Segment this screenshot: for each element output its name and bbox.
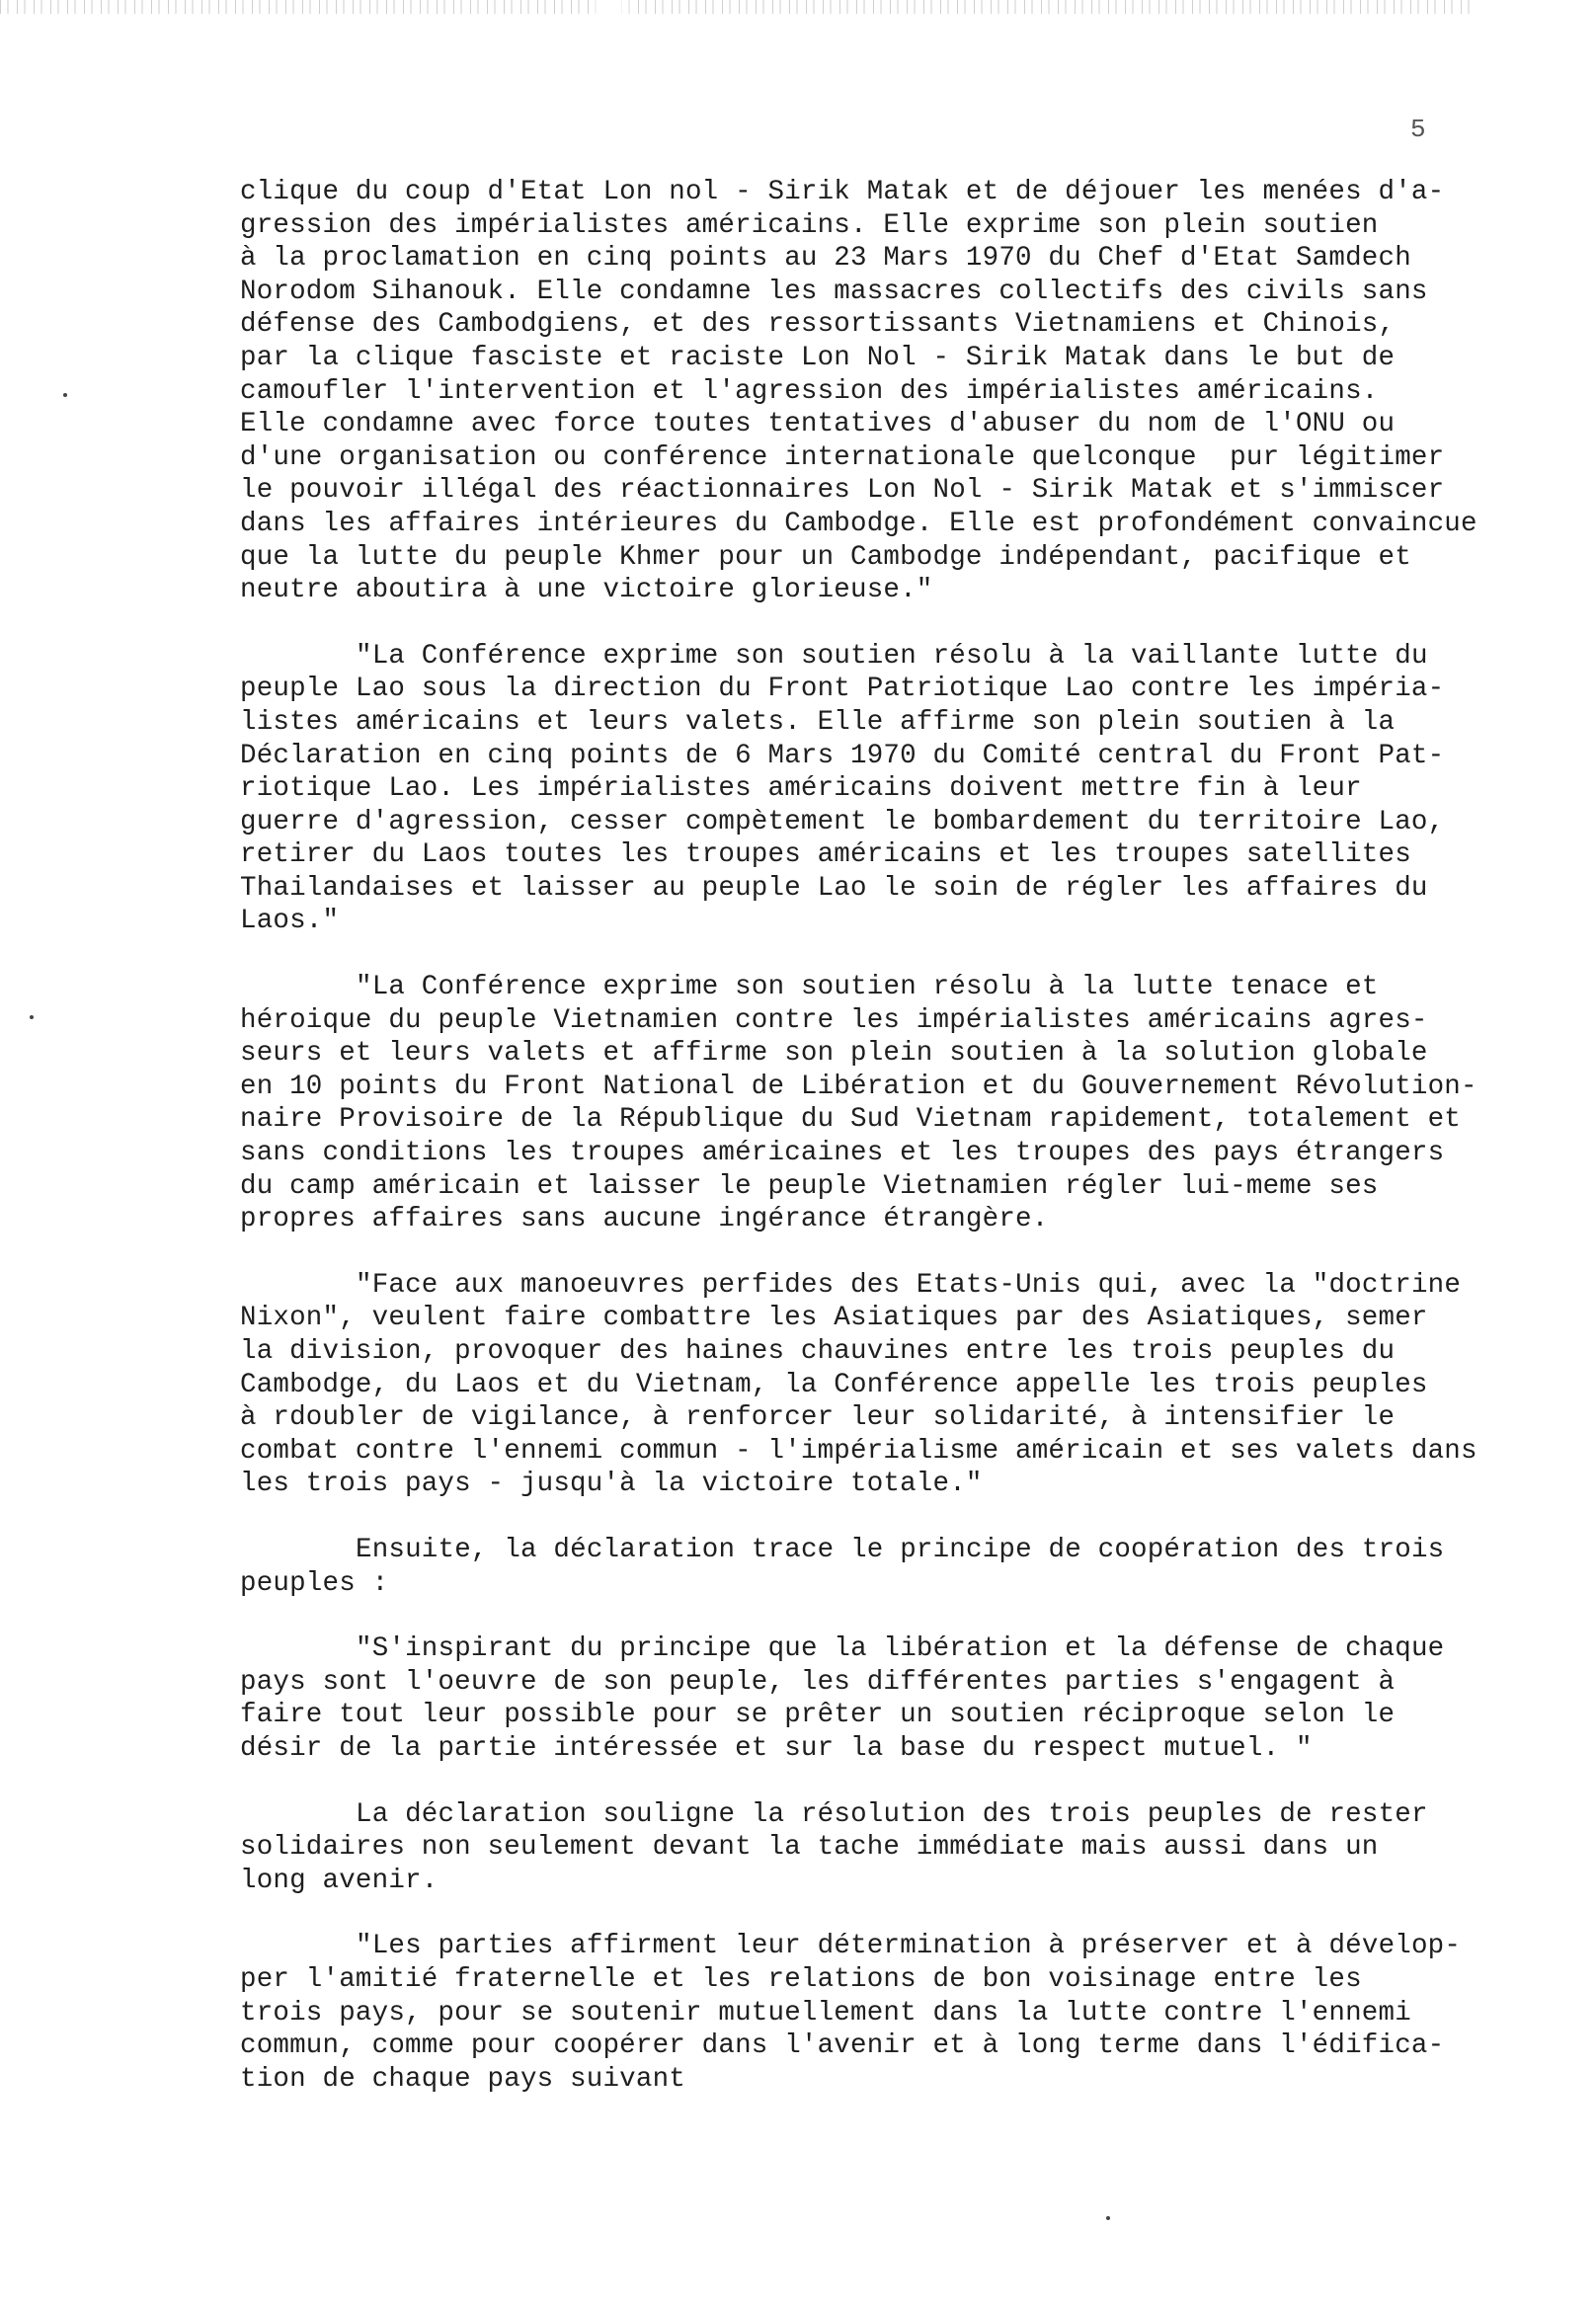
text-line: retirer du Laos toutes les troupes américains et les troupes satellites bbox=[240, 839, 1411, 871]
text-line: le pouvoir illégal des réactionnaires Lon Nol - Sirik Matak et s'immiscer bbox=[240, 475, 1445, 507]
text-line: propres affaires sans aucune ingérance étrangère. bbox=[240, 1204, 1049, 1235]
text-line: solidaires non seulement devant la tache immédiate mais aussi dans un bbox=[240, 1832, 1379, 1864]
text-line: Ensuite, la déclaration trace le principe de coopération des trois bbox=[356, 1534, 1445, 1565]
document-body bbox=[240, 176, 1475, 2128]
text-line: La déclaration souligne la résolution des trois peuples de rester bbox=[356, 1798, 1428, 1830]
text-line: "La Conférence exprime son soutien résolu à la vaillante lutte du bbox=[356, 640, 1428, 672]
text-line: Cambodge, du Laos et du Vietnam, la Conférence appelle les trois peuples bbox=[240, 1369, 1428, 1400]
paragraph bbox=[240, 1534, 1475, 1600]
paragraph bbox=[240, 640, 1475, 938]
margin-mark bbox=[1106, 2216, 1110, 2220]
text-line: commun, comme pour coopérer dans l'avenir et à long terme dans l'édifica- bbox=[240, 2030, 1445, 2062]
text-line: clique du coup d'Etat Lon nol - Sirik Matak et de déjouer les menées d'a- bbox=[240, 177, 1445, 207]
text-line: guerre d'agression, cesser compètement le bombardement du territoire Lao, bbox=[240, 806, 1445, 837]
text-line: dans les affaires intérieures du Cambodge. Elle est profondément convaincue bbox=[240, 508, 1477, 539]
text-line: Déclaration en cinq points de 6 Mars 1970 du Comité central du Front Pat- bbox=[240, 740, 1445, 771]
text-line: "Face aux manoeuvres perfides des Etats-Unis qui, avec la "doctrine bbox=[356, 1269, 1462, 1301]
text-line: peuples : bbox=[240, 1567, 389, 1599]
text-line: naire Provisoire de la République du Sud Vietnam rapidement, totalement et bbox=[240, 1104, 1461, 1136]
text-line: en 10 points du Front National de Libération et du Gouvernement Révolution- bbox=[240, 1071, 1477, 1102]
text-line: combat contre l'ennemi commun - l'impérialisme américain et ses valets dans bbox=[240, 1435, 1477, 1467]
text-line: Nixon", veulent faire combattre les Asiatiques par des Asiatiques, semer bbox=[240, 1303, 1428, 1334]
margin-mark bbox=[63, 393, 67, 397]
text-line: "S'inspirant du principe que la libération et la défense de chaque bbox=[356, 1633, 1445, 1665]
paragraph bbox=[240, 1632, 1475, 1765]
page-number: 5 bbox=[1410, 115, 1426, 144]
text-line: tion de chaque pays suivant bbox=[240, 2063, 685, 2095]
text-line: désir de la partie intéressée et sur la base du respect mutuel. " bbox=[240, 1732, 1313, 1764]
text-line: Laos." bbox=[240, 906, 340, 937]
paragraph bbox=[240, 1269, 1475, 1501]
text-line: défense des Cambodgiens, et des ressortissants Vietnamiens et Chinois, bbox=[240, 309, 1396, 341]
text-line: "Les parties affirment leur détermination à préserver et à dévelop- bbox=[356, 1931, 1462, 1962]
text-line: Norodom Sihanouk. Elle condamne les massacres collectifs des civils sans bbox=[240, 276, 1428, 307]
text-line: à rdoubler de vigilance, à renforcer leur solidarité, à intensifier le bbox=[240, 1402, 1396, 1434]
text-line: du camp américain et laisser le peuple Vietnamien régler lui-meme ses bbox=[240, 1170, 1379, 1202]
text-line: per l'amitié fraternelle et les relations de bon voisinage entre les bbox=[240, 1963, 1362, 1995]
text-line: faire tout leur possible pour se prêter un soutien réciproque selon le bbox=[240, 1700, 1396, 1731]
text-line: Thailandaises et laisser au peuple Lao le soin de régler les affaires du bbox=[240, 872, 1428, 904]
text-line: que la lutte du peuple Khmer pour un Cambodge indépendant, pacifique et bbox=[240, 541, 1411, 573]
text-line: d'une organisation ou conférence internationale quelconque pur légitimer bbox=[240, 441, 1445, 473]
text-line: listes américains et leurs valets. Elle affirme son plein soutien à la bbox=[240, 706, 1396, 738]
paragraph bbox=[240, 1930, 1475, 2096]
text-line: seurs et leurs valets et affirme son plein soutien à la solution globale bbox=[240, 1038, 1428, 1070]
paragraph bbox=[240, 176, 1475, 607]
text-line: camoufler l'intervention et l'agression des impérialistes américains. bbox=[240, 375, 1379, 407]
text-line: héroique du peuple Vietnamien contre les impérialistes américains agres- bbox=[240, 1004, 1428, 1036]
text-line: par la clique fasciste et raciste Lon Nol - Sirik Matak dans le but de bbox=[240, 342, 1396, 373]
text-line: sans conditions les troupes américaines et les troupes des pays étrangers bbox=[240, 1138, 1445, 1169]
margin-mark bbox=[30, 1015, 34, 1019]
text-line: long avenir. bbox=[240, 1865, 439, 1896]
text-line: trois pays, pour se soutenir mutuellement dans la lutte contre l'ennemi bbox=[240, 1997, 1411, 2029]
scan-artifact-strip bbox=[0, 0, 1472, 14]
text-line: peuple Lao sous la direction du Front Patriotique Lao contre les impéria- bbox=[240, 674, 1445, 705]
text-line: "La Conférence exprime son soutien résolu à la lutte tenace et bbox=[356, 972, 1379, 1003]
text-line: neutre aboutira à une victoire glorieuse." bbox=[240, 575, 933, 606]
text-line: pays sont l'oeuvre de son peuple, les différentes parties s'engagent à bbox=[240, 1666, 1396, 1698]
text-line: Elle condamne avec force toutes tentatives d'abuser du nom de l'ONU ou bbox=[240, 409, 1396, 440]
paragraph bbox=[240, 1798, 1475, 1898]
paragraph bbox=[240, 971, 1475, 1236]
text-line: à la proclamation en cinq points au 23 Mars 1970 du Chef d'Etat Samdech bbox=[240, 243, 1411, 275]
text-line: la division, provoquer des haines chauvines entre les trois peuples du bbox=[240, 1336, 1396, 1367]
text-line: riotique Lao. Les impérialistes américains doivent mettre fin à leur bbox=[240, 773, 1362, 805]
text-line: les trois pays - jusqu'à la victoire totale." bbox=[240, 1469, 983, 1500]
text-line: gression des impérialistes américains. Elle exprime son plein soutien bbox=[240, 209, 1379, 241]
